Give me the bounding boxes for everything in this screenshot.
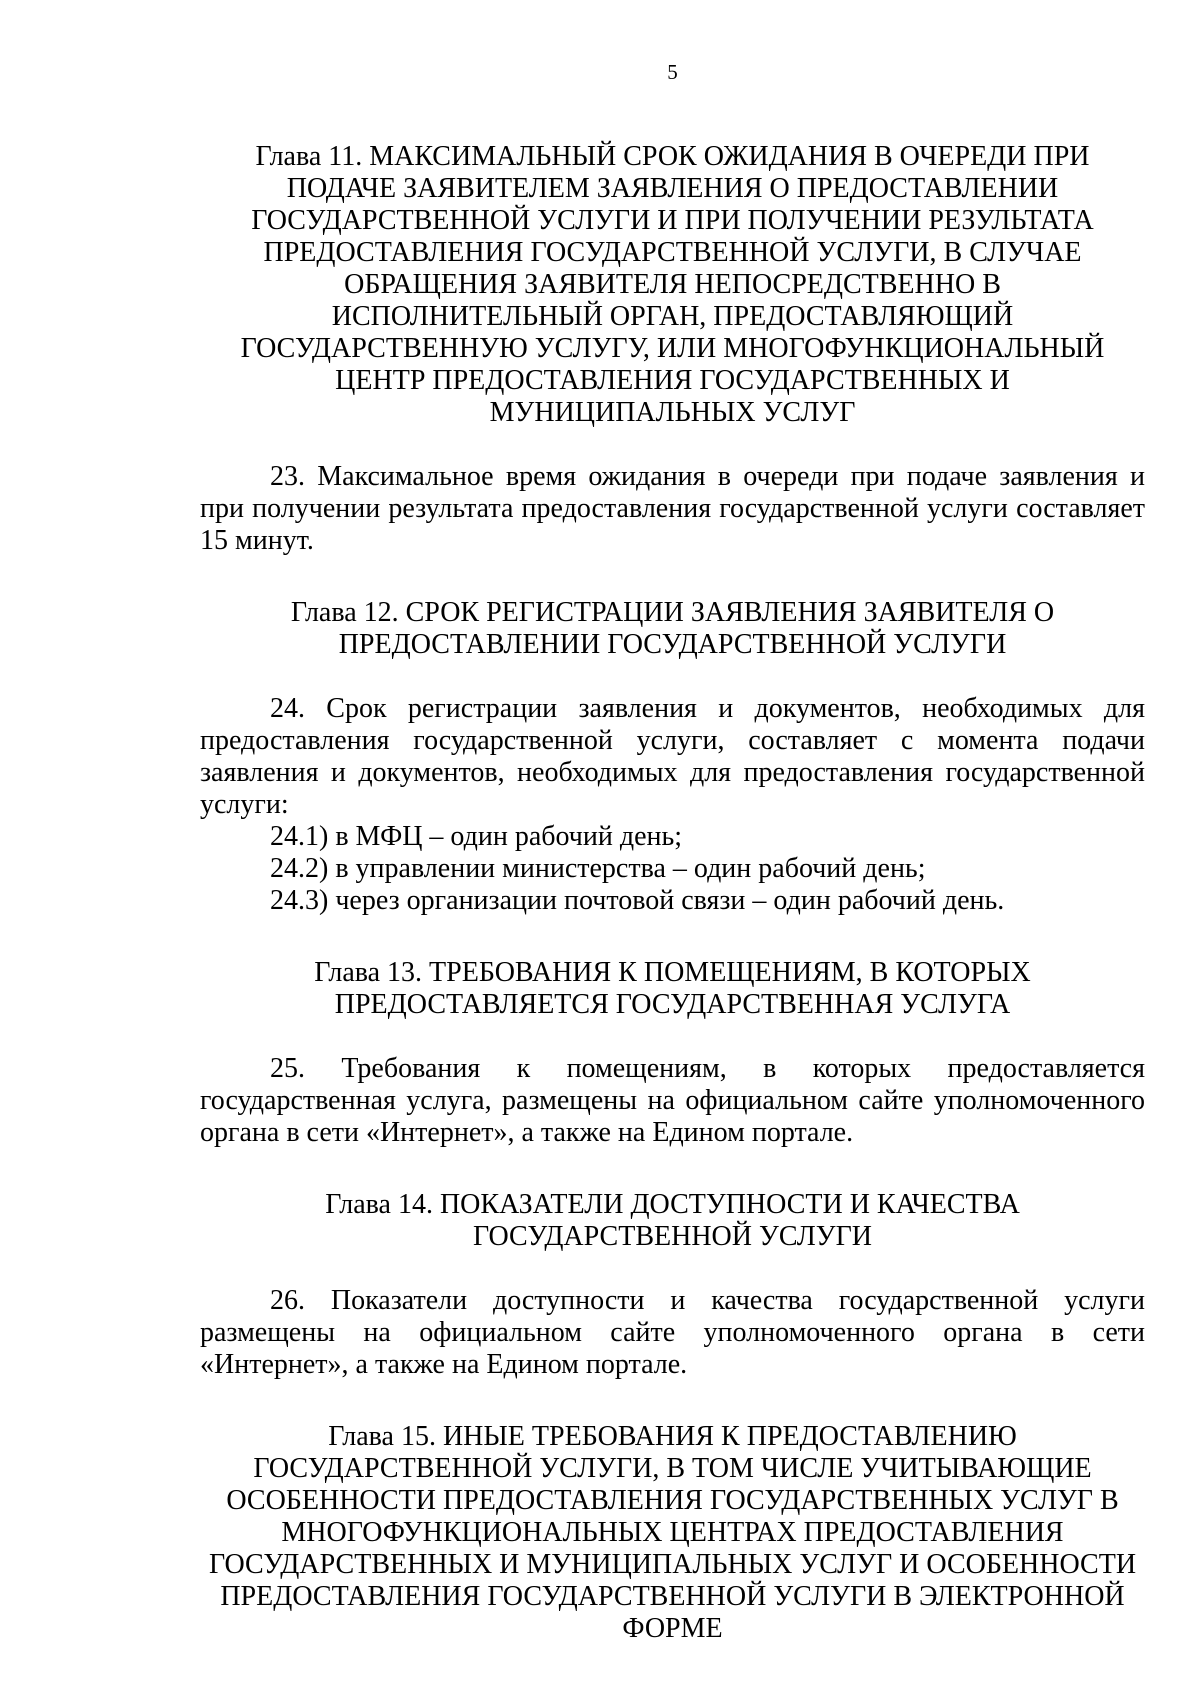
paragraph-line: 26. Показатели доступности и качества государственной услуги (270, 1285, 1145, 1316)
chapter-11-heading (200, 141, 1145, 429)
heading-line: ФОРМЕ (622, 1613, 723, 1644)
chapter-12-heading (200, 597, 1145, 661)
heading-line: МНОГОФУНКЦИОНАЛЬНЫХ ЦЕНТРАХ ПРЕДОСТАВЛЕНИЯ (281, 1517, 1064, 1548)
paragraph-line: предоставления государственной услуги, составляет с момента подачи (200, 725, 1145, 756)
heading-line: ПРЕДОСТАВЛЯЕТСЯ ГОСУДАРСТВЕННАЯ УСЛУГА (334, 989, 1011, 1020)
heading-line: Глава 12. СРОК РЕГИСТРАЦИИ ЗАЯВЛЕНИЯ ЗАЯВИТЕЛЯ О (290, 597, 1055, 628)
paragraph-line: при получении результата предоставления государственной услуги составляет (200, 493, 1145, 524)
heading-line: ОБРАЩЕНИЯ ЗАЯВИТЕЛЯ НЕПОСРЕДСТВЕННО В (344, 269, 1001, 300)
heading-line: ИСПОЛНИТЕЛЬНЫЙ ОРГАН, ПРЕДОСТАВЛЯЮЩИЙ (331, 301, 1014, 332)
heading-line: ПРЕДОСТАВЛЕНИЯ ГОСУДАРСТВЕННОЙ УСЛУГИ, В СЛУЧАЕ (263, 237, 1082, 268)
heading-line: ГОСУДАРСТВЕННУЮ УСЛУГУ, ИЛИ МНОГОФУНКЦИОНАЛЬНЫЙ (240, 333, 1105, 364)
heading-line: ПРЕДОСТАВЛЕНИЯ ГОСУДАРСТВЕННОЙ УСЛУГИ В ЭЛЕКТРОННОЙ (220, 1581, 1125, 1612)
heading-line: ГОСУДАРСТВЕННОЙ УСЛУГИ (472, 1221, 873, 1252)
heading-line: Глава 13. ТРЕБОВАНИЯ К ПОМЕЩЕНИЯМ, В КОТОРЫХ (314, 957, 1031, 988)
paragraph-line: государственная услуга, размещены на официальном сайте уполномоченного (200, 1085, 1145, 1116)
paragraph-line: 25. Требования к помещениям, в которых предоставляется (270, 1053, 1145, 1084)
paragraph-line: 24. Срок регистрации заявления и документов, необходимых для (270, 693, 1145, 724)
heading-line: ОСОБЕННОСТИ ПРЕДОСТАВЛЕНИЯ ГОСУДАРСТВЕННЫХ УСЛУГ В (226, 1485, 1119, 1516)
paragraph-line: 23. Максимальное время ожидания в очереди при подаче заявления и (270, 461, 1145, 492)
list-item-24-1: 24.1) в МФЦ – один рабочий день; (270, 821, 683, 852)
paragraph-25 (200, 1053, 1145, 1149)
heading-line: ГОСУДАРСТВЕННЫХ И МУНИЦИПАЛЬНЫХ УСЛУГ И ОСОБЕННОСТИ (208, 1549, 1137, 1580)
page-content (200, 141, 1145, 1645)
chapter-15-heading (200, 1421, 1145, 1645)
paragraph-24 (200, 693, 1145, 821)
paragraph-line: услуги: (200, 789, 289, 820)
heading-line: Глава 11. МАКСИМАЛЬНЫЙ СРОК ОЖИДАНИЯ В ОЧЕРЕДИ ПРИ (255, 141, 1090, 172)
heading-line: ПОДАЧЕ ЗАЯВИТЕЛЕМ ЗАЯВЛЕНИЯ О ПРЕДОСТАВЛЕНИИ (286, 173, 1059, 204)
paragraph-line: заявления и документов, необходимых для предоставления государственной (200, 757, 1145, 788)
list-item-24-2: 24.2) в управлении министерства – один рабочий день; (270, 853, 926, 884)
page-number: 5 (667, 60, 678, 84)
heading-line: Глава 14. ПОКАЗАТЕЛИ ДОСТУПНОСТИ И КАЧЕСТВА (325, 1189, 1020, 1220)
paragraph-26 (200, 1285, 1145, 1381)
paragraph-line: размещены на официальном сайте уполномоченного органа в сети (200, 1317, 1145, 1348)
paragraph-23 (200, 461, 1145, 557)
heading-line: ГОСУДАРСТВЕННОЙ УСЛУГИ И ПРИ ПОЛУЧЕНИИ РЕЗУЛЬТАТА (251, 205, 1094, 236)
list-item-24-3: 24.3) через организации почтовой связи – один рабочий день. (270, 885, 1005, 916)
chapter-14-heading (200, 1189, 1145, 1253)
paragraph-line: 15 минут. (200, 525, 314, 556)
paragraph-line: органа в сети «Интернет», а также на Едином портале. (200, 1117, 854, 1148)
heading-line: ПРЕДОСТАВЛЕНИИ ГОСУДАРСТВЕННОЙ УСЛУГИ (338, 629, 1007, 660)
paragraph-line: «Интернет», а также на Едином портале. (200, 1349, 688, 1380)
chapter-13-heading (200, 957, 1145, 1021)
heading-line: МУНИЦИПАЛЬНЫХ УСЛУГ (489, 397, 856, 428)
heading-line: ЦЕНТР ПРЕДОСТАВЛЕНИЯ ГОСУДАРСТВЕННЫХ И (335, 365, 1010, 396)
heading-line: Глава 15. ИНЫЕ ТРЕБОВАНИЯ К ПРЕДОСТАВЛЕНИЮ (328, 1421, 1017, 1452)
heading-line: ГОСУДАРСТВЕННОЙ УСЛУГИ, В ТОМ ЧИСЛЕ УЧИТЫВАЮЩИЕ (253, 1453, 1092, 1484)
